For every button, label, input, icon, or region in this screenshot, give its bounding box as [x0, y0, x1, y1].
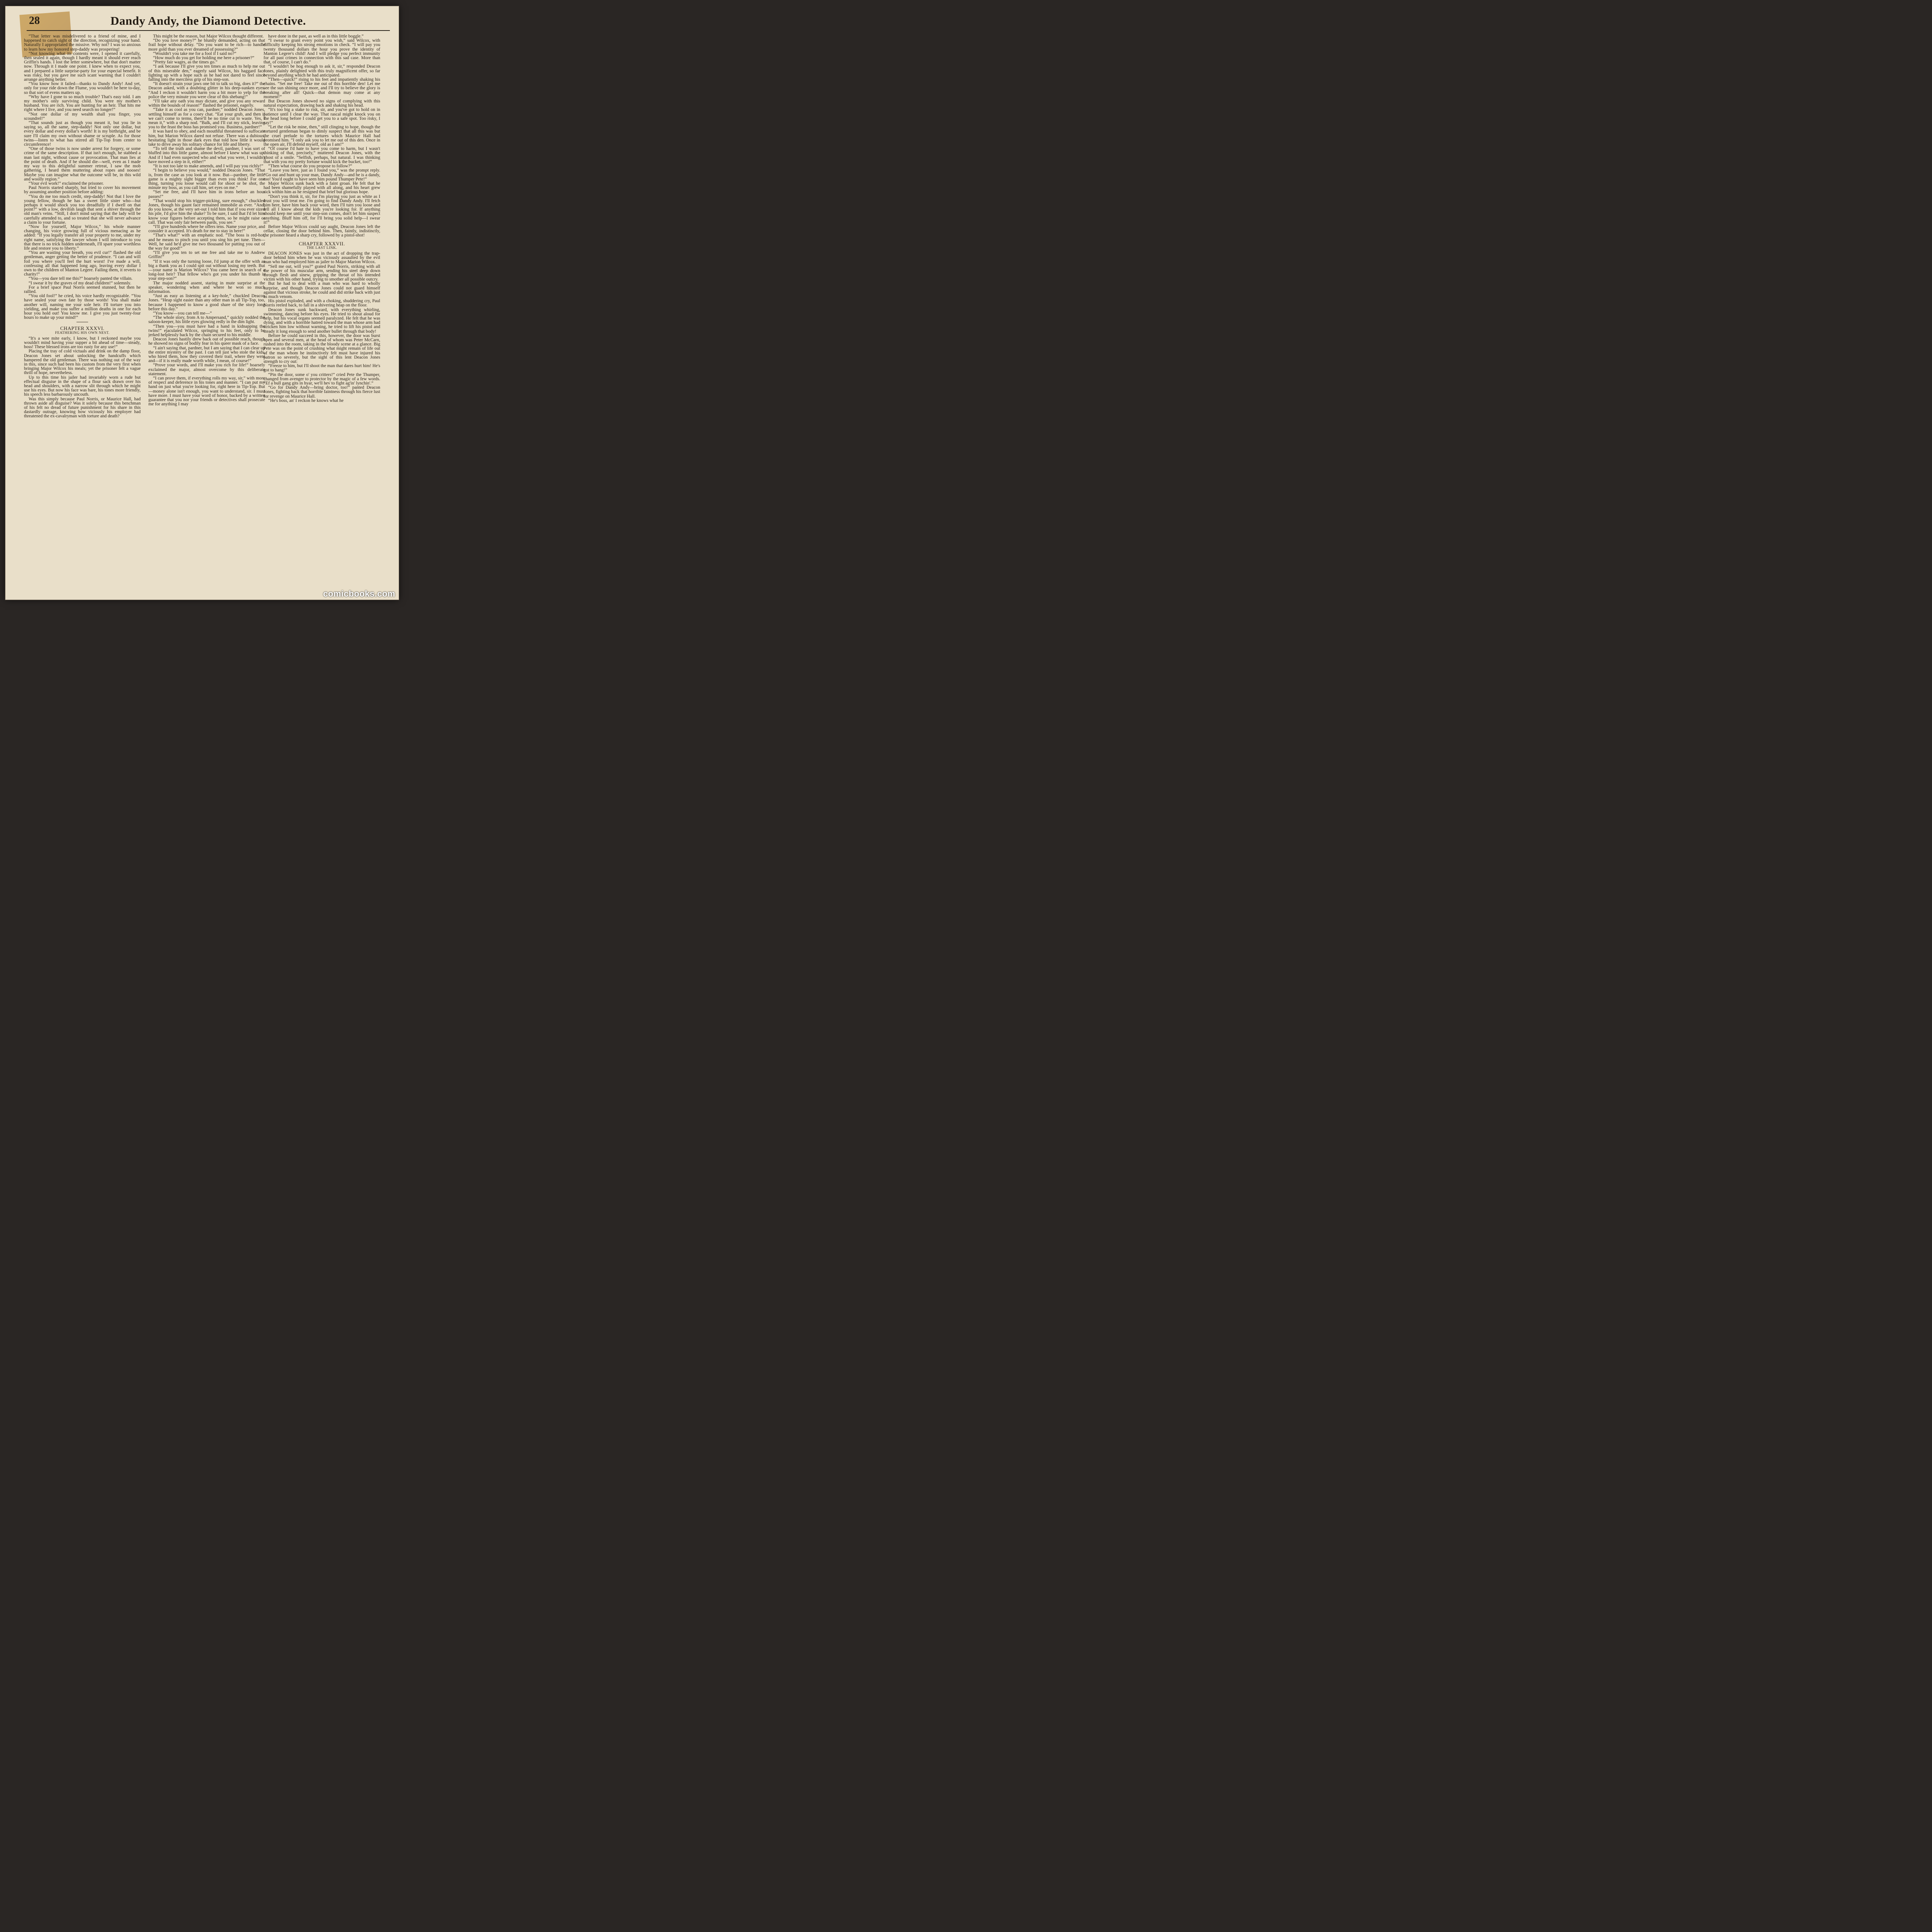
- paragraph: “You know how it failed—thanks to Dandy Andy! And yet, only for your ride down the Flume, you wouldn't be here to-day, so that sort of evens matters up.: [24, 81, 141, 95]
- paragraph: But Deacon Jones showed no signs of complying with this natural expectation, drawing back and shaking his head.: [264, 99, 380, 108]
- paragraph: “Don't you think it, sir, for I'm playing you just as white as I trust you will treat me. I'm going to find Dandy Andy. I'll fetch him here, have him back your word, then I'll turn you loose and tell all I know about the kids you're looking for. If anything should keep me until your step-son comes, don't let him suspect anything. Bluff him off, for I'll bring you solid help—I swear it!”: [264, 194, 380, 225]
- paragraph: “That would stop his trigger-picking, sure enough,” chuckled Jones, though his gaunt face remained immobile as ever. “And, do you know, at the very set-out I told him that if you ever sized his pile, I'd give him the shake? To be sure, I said that I'd let him know your figures before accepting them, so he might raise or call. That was only fair between pards, you see.”: [148, 198, 265, 225]
- paragraph: “The whole story, from A to Ampersand,” quickly nodded the saloon-keeper, his little eyes glowing redly in the dim light.: [148, 315, 265, 325]
- chapter-subtitle: FEATHERING HIS OWN NEST.: [55, 331, 110, 335]
- paragraph: “Then what course do you propose to follow?”: [268, 163, 352, 169]
- paragraph: His pistol exploded, and with a choking, shuddering cry, Paul Norris reeled back, to fall in a shivering heap on the floor.: [264, 298, 380, 308]
- paragraph: “That's what!” with an emphatic nod. “The boss is red-hot, and he means to pinch you until you sing his pet tune. Then— Well, he said he'd give me two thousand for putting you out of the way for good!”: [148, 233, 265, 251]
- paragraph: “How much do you get for holding me here a prisoner?”: [153, 55, 255, 61]
- paragraph: “It's too big a stake to risk, sir, and you've got to hold on in patience until I clear the way. That rascal might knock you on the head long before I could get you to a safe spot. Too risky, I say!”: [264, 107, 380, 126]
- paragraph: “Prove your words, and I'll make you rich for life!” hoarsely exclaimed the major, almost overcome by this deliberate statement.: [148, 362, 265, 376]
- paragraph: “Not knowing what its contents were, I opened it carefully, then sealed it again, though I hardly meant it should ever reach Griffin's hands. I lost the letter somewhere, but that don't matter now. Through it I made one point. I knew when to expect you, and I prepared a little surprise-party for your especial benefit. It was risky, but you gave me such scant warning that I couldn't arrange anything better.: [24, 51, 141, 82]
- paragraph: Deacon Jones hastily drew back out of possible reach, though he showed no signs of bodily fear in his queer mask of a face.: [148, 337, 265, 346]
- paragraph: “You do me too much credit, step-daddy! Not that I love the young fellow, though he has a sweet little sister who—but perhaps it would shock you too dreadfully if I dwell on that point?” with a low, devilish laugh that sent a shiver through the old man's veins. “Still, I don't mind saying that the lady will be carefully attended to, and so treated that she will never advance a claim to your fortune.: [24, 194, 141, 225]
- paragraph: Deacon Jones sunk backward, with everything whirling, swimming, dancing before his eyes. He tried to shout aloud for help, but his vocal organs seemed paralyzed. He felt that he was dying, and with a horrible hatred toward the man whose arm had stricken him low without warning, he tried to lift his pistol and steady it long enough to send another bullet through that body!: [264, 307, 380, 334]
- text-column-1: [24, 34, 141, 594]
- paragraph: “Pin the door, some o' you critters!” cried Pete the Thumper, changed from avenger to protector by the magic of a few words. “Ef a bull gang gits in hyar, we'll hev to fight ag'in' lynchin'.”: [264, 372, 380, 386]
- paragraph: “Wouldn't you take me for a fool if I said no?”: [153, 51, 236, 56]
- paragraph: “It doesn't strain your jaws one bit to talk so big, does it?” the Deacon asked, with a doubting glitter in his deep-sunken eyes. “And I reckon it wouldn't harm you a bit more to yelp for the police the very minute you were clear of this shebang!”: [148, 81, 265, 99]
- paragraph: “You are wasting your breath, you evil cur!” flashed the old gentleman, anger getting the better of prudence. “I can and will foil you where you'll feel the hurt worst! I've made a will, confessing all that happened long ago, leaving every dollar I own to the children of Manton Legere. Failing them, it reverts to charity!”: [24, 250, 141, 277]
- paragraph: “I swear it by the graves of my dead children!” solemnly.: [29, 280, 131, 286]
- page-title: Dandy Andy, the Diamond Detective.: [110, 14, 306, 27]
- paragraph: have done in the past, as well as in this little boggle.”: [268, 34, 364, 39]
- paragraph: “It is not too late to make amends, and I will pay you richly!”: [153, 163, 264, 169]
- paragraph: “He's boss, an' I reckon he knows what he: [268, 398, 344, 403]
- paragraph: “I swear to grant every point you wish,” said Wilcox, with difficulty keeping his strong emotions in check. “I will pay you twenty thousand dollars the hour you prove the identity of Manton Legere's child! And I will pledge you perfect immunity for all past crimes in connection with this sad case. More than that, of course, I can't do.”: [264, 38, 380, 65]
- paragraph: “Do you love money?” he bluntly demanded, acting on that frail hope without delay. “Do you want to be rich—to handle more gold than you ever dreamed of possessing?”: [148, 38, 265, 52]
- paragraph: “Set me free, and I'll have him in irons before an hour passes!”: [148, 189, 265, 199]
- paragraph: “I'll give hundreds where he offers tens. Name your price, and consider it accepted. It's death for me to stay in here!”: [148, 224, 265, 234]
- paragraph: “It's a wee mite early, I know, but I reckoned maybe you wouldn't mind having your supper a bit ahead of time—steady, boss! These blessed irons are too rusty for any use!”: [24, 335, 141, 350]
- paragraph: “You know—you can tell me—”: [153, 311, 212, 316]
- paragraph: “I ask because I'll give you ten times as much to help me out of this miserable den,” eagerly said Wilcox, his haggard face lighting up with a hope such as he had not dared to feel since falling into the merciless grip of his step-son.: [148, 64, 265, 82]
- paragraph: It was hard to obey, and each mouthful threatened to suffocate him, but Marion Wilcox dared not refuse. There was a dubious, hesitating light in those dark eyes that told how little it would take to drive away his solitary chance for life and liberty.: [148, 129, 265, 147]
- paragraph: Major Wilcox sunk back with a faint groan. He felt that he had been shamefully played with all along, and his heart grew sick within him as he resigned that brief but glorious hope.: [264, 180, 380, 195]
- paragraph: “I wouldn't be hog enough to ask it, sir,” responded Deacon Jones, plainly delighted with this truly magnificent offer, so far beyond anything which he had anticipated.: [264, 64, 380, 78]
- paragraph: “Just as easy as listening at a key-hole,” chuckled Deacon Jones. “Heap sight easier than any other man in all Tip-Top, too, because I happened to know a good share of the story long before this day.”: [148, 293, 265, 311]
- paragraph: The major nodded assent, staring in mute surprise at the speaker, wondering when and where he won so much information.: [148, 280, 265, 294]
- paragraph: Placing the tray of cold victuals and drink on the damp floor, Deacon Jones set about unlocking the handcuffs which hampered the old gentleman. There was nothing out of the way in this, since such had been his custom from the very first when bringing Major Wilcox his meals; yet the prisoner felt a vague thrill of hope, nevertheless.: [24, 349, 141, 376]
- paragraph: “I ain't saying that, pardner, but I am saying that I can clear up the entire mystery of the past. I can tell just who stole the kids, who hired them, how they covered their trail, where they went and—if it is really made worth while, I mean, of course!”: [148, 345, 265, 364]
- paragraph: Was this simply because Paul Norris, or Maurice Hall, had thrown aside all disguise? Was it solely because this benchman of his felt no dread of future punishment for his share in this dastardly outrage, knowing how viciously his employer had threatened the ex-cavalryman with torture and death?: [24, 396, 141, 419]
- chapter-heading: CHAPTER XXXVII.: [299, 240, 345, 247]
- text-column-3: [264, 34, 380, 594]
- newspaper-page: [5, 6, 399, 600]
- paragraph: Up to this time his jailer had invariably worn a rude but effectual disguise in the shape of a flour sack drawn over his head and shoulders, with a narrow slit through which he might use his eyes. But now his face was bare, his tones more friendly, his speech less barbarously uncouth.: [24, 374, 141, 397]
- paragraph: “That sounds just as though you meant it, but you lie in saying so, all the same, step-daddy! Not only one dollar, but every dollar and every dollar's worth! It is my birthright, and be sure I'll claim my own without shame or scruple. As for those twins—listen to what has stirred all Tip-Top from center to circumference!: [24, 120, 141, 147]
- paragraph: Before Major Wilcox could say aught, Deacon Jones left the cellar, closing the door behind him. Then, faintly, indistinctly, the prisoner heard a sharp cry, followed by a pistol-shot!: [264, 224, 380, 238]
- text-column-2: [148, 34, 265, 594]
- paragraph: “Let the risk be mine, then,” still clinging to hope, though the tortured gentleman began to dimly suspect that all this was but the cruel prelude to the tortures which Maurice Hall had promised him. “I only ask you to let me out of this den. Once in the open air, I'll defend myself, old as I am!”: [264, 124, 380, 147]
- paragraph: “Go for Dandy Andy—bring doctor, too!” panted Deacon Jones, fighting back that horrible faintness through his fierce lust for revenge on Maurice Hall.: [264, 385, 380, 399]
- paragraph: “Then you—you must have had a hand in kidnapping the twins!” ejaculated Wilcox, springing to his feet, only to be jerked helplessly back by the chain secured to his middle.: [148, 323, 265, 338]
- paragraph: For a brief space Paul Norris seemed stunned, but then he rallied.: [24, 284, 141, 294]
- paragraph: “That letter was misdelivered to a friend of mine, and I happened to catch sight of the direction, recognizing your hand. Naturally I appropriated the missive. Why not? I was so anxious to learn how my honored step-daddy was prospering!: [24, 34, 141, 52]
- paragraph: “Pretty fair wages, as the times go.”: [153, 60, 218, 65]
- chapter-heading: CHAPTER XXXVI.: [60, 325, 105, 332]
- paragraph: “Your evil work!” exclaimed the prisoner.: [29, 180, 104, 186]
- paragraph: This might be the reason, but Major Wilcox thought different.: [153, 34, 264, 39]
- chapter-subtitle: THE LAST LINK.: [306, 246, 337, 250]
- page-number: 28: [29, 15, 40, 27]
- paragraph: “One of those twins is now under arrest for forgery, or some crime of the same description. If that isn't enough, he stabbed a man last night, without cause or provocation. That man lies at the point of death. And if he should die—well, even as I made my way to this delightful summer retreat, I saw the mob gathering, I heard them muttering about ropes and nooses! Maybe you can imagine what the outcome will be, in this wild and woolly region.”: [24, 146, 141, 182]
- paragraph: Before he could succeed in this, however, the door was burst open and several men, at the head of whom was Peter McCarn, rushed into the room, taking in the bloody scene at a glance. Big Pete was on the point of crushing what might remain of life out of the man whom he instinctively felt must have injured his patron so severely, but the sight of this lent Deacon Jones strength to cry out:: [264, 333, 380, 364]
- paragraph: “Freeze to him, but I'll shoot the man that dares hurt him! He's got to hang!”: [264, 363, 380, 373]
- paragraph: “Now for yourself, Major Wilcox,” his whole manner changing, his voice growing full of vicious menacing as he added: “If you legally transfer all your property to me, under my right name, satisfying the lawyer whom I will introduce to you that there is no trick hidden underneath, I'll spare your worthless life and restore you to liberty.”: [24, 224, 141, 251]
- paragraph: “Not one dollar of my wealth shall you finger, you scoundrel!”: [24, 111, 141, 121]
- paragraph: “I can prove them, if everything rolls my way, sir,” with more of respect and deference in his tones and manner. “I can put my hand on just what you're looking for, right here in Tip-Top. But—money alone isn't enough, you want to understand, sir. I must have more. I must have your word of honor, backed by a written guarantee that you nor your friends or detectives shall prosecute me for anything I may: [148, 376, 265, 407]
- paragraph: “Then—quick!” rising to his feet and impatiently shaking his chains. “Set me free! Take me out of this horrible den! Let me see the sun shining once more, and I'll try to believe the glory is breaking after all! Quick—that demon may come at any moment!”: [264, 77, 380, 99]
- paragraph: “You old fool!” he cried, his voice hardly recognizable. “You have sealed your own fate by those words! You shall make another will, naming me your sole heir. I'll torture you into yielding, and make you suffer a million deaths in one for each hour you hold out! You know me. I give you just twenty-four hours to make up your mind!”: [24, 293, 141, 320]
- paragraph: “I'll give you ten to set me free and take me to Andrew Griffin!”: [148, 250, 265, 260]
- page-header: [27, 15, 390, 31]
- paragraph: “I begin to believe you would,” nodded Deacon Jones. “That is, from the case as you look at it now. But—pardner, the little game is a mighty sight bigger than even you think! For one thing, turning you loose would call for shoot or be shot, the minute my boss, as you call him, set eyes on me.”: [148, 168, 265, 190]
- paragraph: Paul Norris started sharply, but tried to cover his movement by assuming another position before adding:: [24, 185, 141, 195]
- site-watermark: comicbooks.com: [323, 589, 395, 599]
- paragraph: “Sell me out, will you?” grated Paul Norris, striking with all the power of his muscular arm, sending his steel deep down through flesh and sinew, gripping the throat of his intended victim with his other hand, trying to smother all possible outcry.: [264, 264, 380, 282]
- paragraph: DEACON JONES was just in the act of dropping the trap-door behind him when he was viciously assaulted by the evil man who had employed him as jailer to Major Marion Wilcox.: [264, 250, 380, 265]
- paragraph: “If it was only the turning loose, I'd jump at the offer with as big a thank you as I could spit out without losing my teeth. But—your name is Marion Wilcox? You came here in search of a long-lost heir? That fellow who's got you under his thumb is your step-son?”: [148, 259, 265, 281]
- paragraph: “Take it as cool as you can, pardner,” nodded Deacon Jones, settling himself as for a cosey chat. “Eat your grub, and then if we can't come to terms, there'll be no time cut to waste. Yes, I mean it,” with a sharp nod. “Balk, and I'll cut my stick, leaving you to the feast the boss has promised you. Business, pardner!”: [148, 107, 265, 130]
- paragraph: “You—you dare tell me this?” hoarsely panted the villain.: [29, 276, 133, 281]
- paragraph: “I'll take any oath you may dictate, and give you any reward within the bounds of reason!” flashed the prisoner, eagerly.: [148, 99, 265, 108]
- paragraph: “Of course I'd hate to have you come to harm, but I wasn't thinking of that, precisely,” muttered Deacon Jones, with the ghost of a smile. “Selfish, perhaps, but natural. I was thinking that with you my pretty fortune would kick the bucket, too!”: [264, 146, 380, 164]
- paragraph: “To tell the truth and shame the devil, pardner, I was sort of bluffed into this little game, almost before I knew what was up. And if I had even suspected who and what you were, I wouldn't have moved a step in it, either!”: [148, 146, 265, 164]
- paragraph: “Leave you here, just as I found you,” was the prompt reply. “Go out and hunt up your man, Dandy Andy—and he is a dandy, too! You'd ought to have seen him pound Thumper Pete!”: [264, 168, 380, 182]
- paragraph: “Why have I gone to so much trouble? That's easy told. I am my mother's only surviving child. You were my mother's husband. You are rich. You are hunting for an heir. That hits me right where I live, and you need search no longer!”: [24, 94, 141, 112]
- paragraph: But he had to deal with a man who was hard to wholly surprise, and though Deacon Jones could not guard himself against that vicious stroke, he could and did strike back with just as much venom.: [264, 281, 380, 299]
